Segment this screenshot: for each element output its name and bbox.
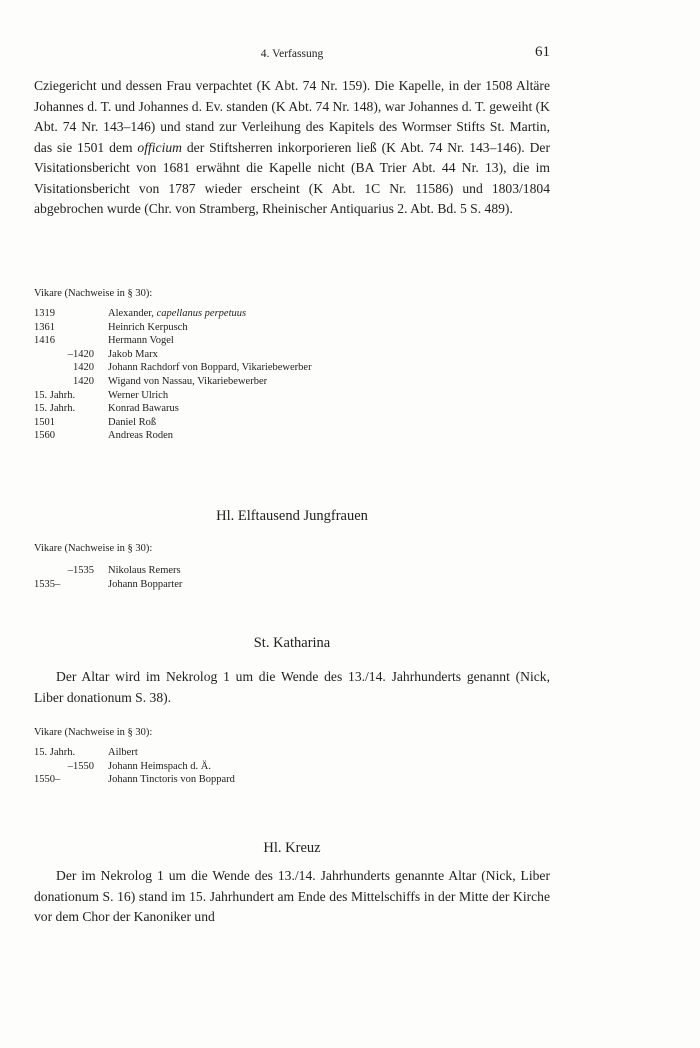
vikare-label: Vikare (Nachweise in § 30): bbox=[34, 543, 153, 554]
vikare-list bbox=[34, 307, 312, 443]
paragraph-kreuz: Der im Nekrolog 1 um die Wende des 13./14. Jahrhunderts genannte Altar (Nick, Liber donationum S. 16) stand im 15. Jahrhundert am Ende des Mittelschiffs in der Mitte der Kirche vor dem Chor der Kanoniker und bbox=[34, 868, 550, 924]
page-number: 61 bbox=[535, 44, 550, 60]
list-item: 1535– Johann Bopparter bbox=[34, 578, 183, 590]
list-item: –1535 Nikolaus Remers bbox=[67, 565, 181, 576]
paragraph-kapelle: Cziegericht und dessen Frau verpachtet (K Abt. 74 Nr. 159). Die Kapelle, in der 1508 Altäre Johannes d. T. und Johannes d. Ev. standen (K Abt. 74 Nr. 148), war Johannes d. T. geweiht (K Abt. 74 Nr. 143–146) und stand zur Verleihung des Kapitels des Wormser Stifts St. Martin, das sie 1501 dem officium der Stiftsherren inkorporieren ließ (K Abt. 74 Nr. 143–146). Der Visitationsbericht von 1681 erwähnt die Kapelle nicht (BA Trier Abt. 44 Nr. 13), die im Visitationsbericht von 1787 wieder erscheint (K Abt. 1C Nr. 11586) und 1803/1804 abgebrochen wurde (Chr. von Stramberg, Rheinischer Antiquarius 2. Abt. Bd. 5 S. 489). bbox=[34, 78, 550, 216]
list-item: –1420 Jakob Marx bbox=[67, 348, 158, 360]
list-item: 1420 Johann Rachdorf von Boppard, Vikariebewerber bbox=[73, 362, 312, 374]
vikare-label: Vikare (Nachweise in § 30): bbox=[34, 727, 153, 738]
list-item: 1501 Daniel Roß bbox=[34, 416, 157, 428]
list-item: –1550 Johann Heimspach d. Ä. bbox=[67, 760, 211, 772]
list-item: 15. Jahrh. Konrad Bawarus bbox=[34, 403, 179, 415]
section-title-elftausend: Hl. Elftausend Jungfrauen bbox=[216, 508, 368, 524]
vikare-label: Vikare (Nachweise in § 30): bbox=[34, 288, 153, 299]
vikare-list bbox=[34, 564, 182, 591]
list-item: 1560 Andreas Roden bbox=[34, 430, 174, 442]
list-item: 15. Jahrh. Ailbert bbox=[34, 747, 138, 758]
list-item: 15. Jahrh. Werner Ulrich bbox=[34, 389, 169, 401]
section-title-kreuz: Hl. Kreuz bbox=[263, 840, 321, 856]
section-heading: 4. Verfassung bbox=[260, 48, 324, 60]
list-item: 1416 Hermann Vogel bbox=[34, 335, 174, 347]
list-item: 1550– Johann Tinctoris von Boppard bbox=[34, 774, 235, 786]
paragraph-katharina: Der Altar wird im Nekrolog 1 um die Wende des 13./14. Jahrhunderts genannt (Nick, Liber donationum S. 38). bbox=[34, 669, 550, 705]
section-title-katharina: St. Katharina bbox=[253, 635, 331, 651]
running-header bbox=[34, 44, 550, 64]
list-item: 1361 Heinrich Kerpusch bbox=[34, 321, 188, 333]
list-item: 1319 Alexander, capellanus perpetuus bbox=[34, 308, 247, 319]
list-item: 1420 Wigand von Nassau, Vikariebewerber bbox=[73, 375, 268, 387]
vikare-list bbox=[34, 746, 235, 787]
